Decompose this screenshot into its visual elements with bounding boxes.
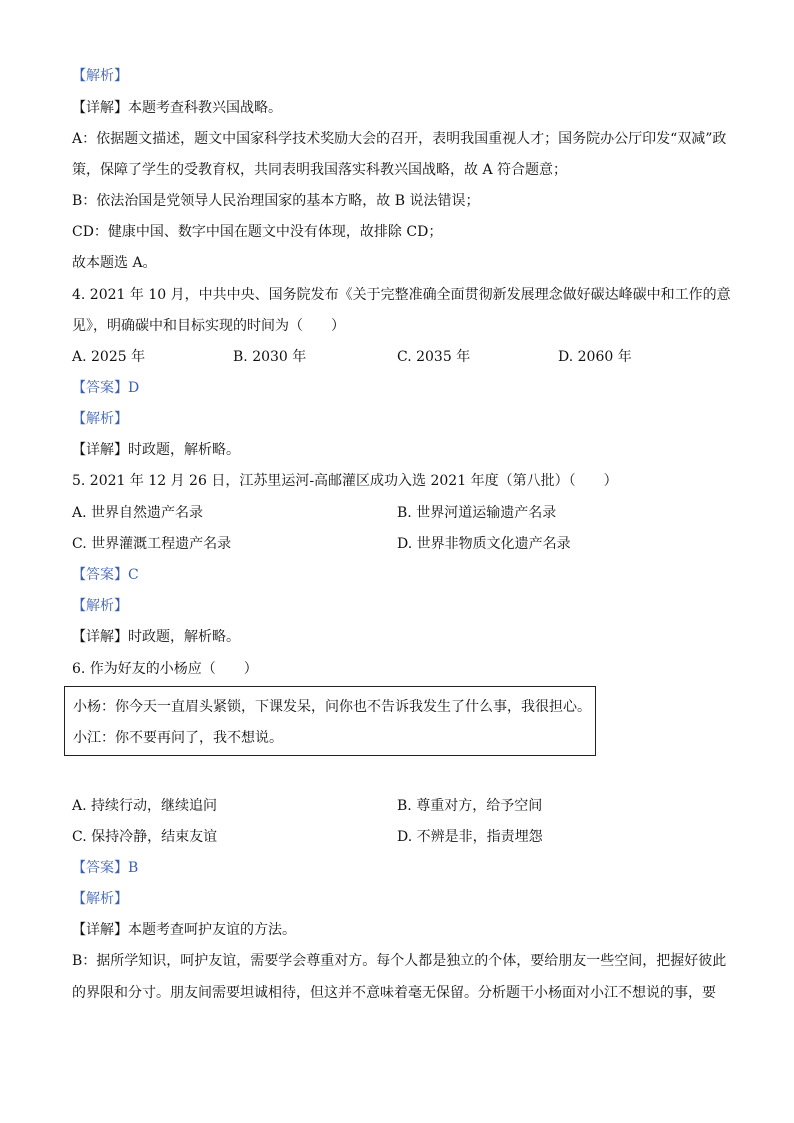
dialogue-box	[64, 686, 596, 756]
detail-text: 【详解】本题考查科教兴国战略。	[72, 100, 282, 116]
q4-option-a: A. 2025 年	[72, 349, 146, 365]
analysis-heading: 【解析】	[72, 598, 128, 614]
analysis-heading: 【解析】	[72, 411, 128, 427]
detail-text: B：依法治国是党领导人民治理国家的基本方略，故 B 说法错误；	[72, 193, 480, 209]
q6-option-c: C. 保持冷静，结束友谊	[72, 829, 218, 845]
detail-text: 策，保障了学生的受教育权，共同表明我国落实科教兴国战略，故 A 符合题意；	[72, 162, 568, 178]
q5-option-b: B. 世界河道运输遗产名录	[397, 505, 557, 521]
q4-option-b: B. 2030 年	[233, 349, 307, 365]
q4-option-c: C. 2035 年	[397, 349, 471, 365]
dialogue-line: 小江：你不要再问了，我不想说。	[73, 730, 283, 746]
dialogue-line: 小杨：你今天一直眉头紧锁，下课发呆，问你也不告诉我发生了什么事，我很担心。	[73, 699, 591, 715]
analysis-heading: 【解析】	[72, 68, 128, 84]
analysis-heading: 【解析】	[72, 891, 128, 907]
question-5: 5. 2021 年 12 月 26 日，江苏里运河-高邮灌区成功入选 2021 年度（第八批）（ ）	[72, 473, 618, 489]
detail-text: CD：健康中国、数字中国在题文中没有体现，故排除 CD；	[72, 224, 443, 240]
detail-text: 故本题选 A。	[72, 255, 157, 271]
answer: 【答案】D	[72, 380, 140, 396]
answer: 【答案】C	[72, 567, 139, 583]
q4-option-d: D. 2060 年	[558, 349, 632, 365]
detail-text: B：据所学知识，呵护友谊，需要学会尊重对方。每个人都是独立的个体，要给朋友一些空间，把握好彼此	[72, 953, 727, 969]
detail-text: 的界限和分寸。朋友间需要坦诚相待，但这并不意味着毫无保留。分析题干小杨面对小江不想说的事，要	[72, 985, 716, 1001]
question-6: 6. 作为好友的小杨应（ ）	[72, 661, 258, 677]
q6-option-b: B. 尊重对方，给予空间	[397, 798, 543, 814]
answer: 【答案】B	[72, 860, 139, 876]
question-4: 4. 2021 年 10 月，中共中央、国务院发布《关于完整准确全面贯彻新发展理念做好碳达峰碳中和工作的意	[72, 287, 731, 303]
detail-text: 【详解】时政题，解析略。	[72, 629, 240, 645]
detail-text: 【详解】时政题，解析略。	[72, 442, 240, 458]
q6-option-a: A. 持续行动，继续追问	[72, 798, 218, 814]
q5-option-c: C. 世界灌溉工程遗产名录	[72, 536, 232, 552]
q5-option-d: D. 世界非物质文化遗产名录	[397, 536, 571, 552]
question-4: 见》，明确碳中和目标实现的时间为（ ）	[72, 318, 345, 334]
detail-text: 【详解】本题考查呵护友谊的方法。	[72, 922, 296, 938]
q5-option-a: A. 世界自然遗产名录	[72, 505, 204, 521]
q6-option-d: D. 不辨是非，指责埋怨	[397, 829, 543, 845]
detail-text: A：依据题文描述，题文中国家科学技术奖励大会的召开，表明我国重视人才；国务院办公厅印发“双减”政	[72, 131, 727, 147]
